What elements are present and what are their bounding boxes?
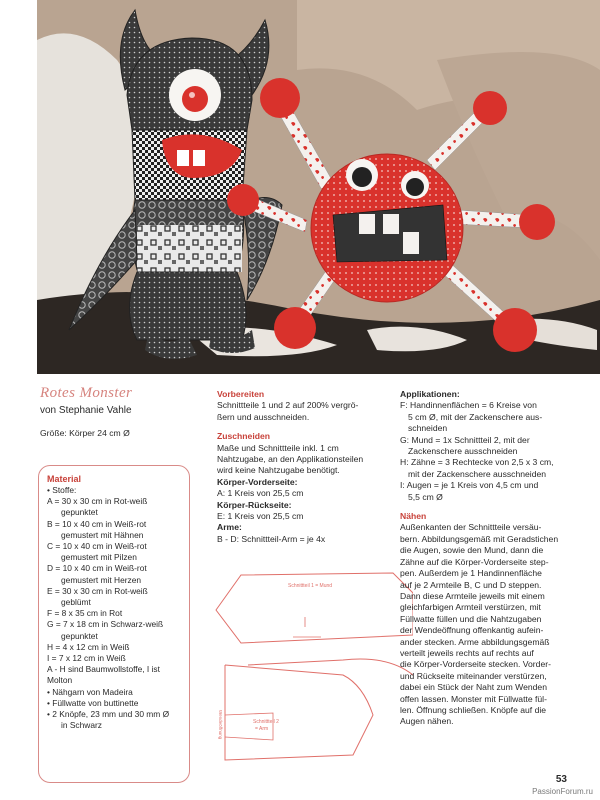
naehen-line: die Augen, sowie den Mund, dann die — [400, 545, 544, 556]
naehen-line: bern. Abbildungsgemäß mit Geradstichen — [400, 533, 559, 544]
material-line: geblümt — [61, 597, 91, 608]
naehen-line: Augen nähen. — [400, 716, 454, 727]
vorbereiten-heading: Vorbereiten — [217, 389, 265, 399]
material-line: B = 10 x 40 cm in Weiß-rot — [47, 518, 147, 529]
naehen-line: gleichfarbigen Armteil verstürzen, mit — [400, 602, 541, 613]
material-line: I = 7 x 12 cm in Weiß — [47, 653, 126, 664]
material-box — [38, 465, 190, 783]
arme-line: B - D: Schnittteil-Arm = je 4x — [217, 533, 326, 544]
applikationen-line: F: Handinnenflächen = 6 Kreise von — [400, 400, 537, 411]
naehen-line: verteilt jeweils rechts auf rechts auf — [400, 647, 534, 658]
pattern-diagram — [213, 565, 413, 765]
naehen-line: offen lassen. Monster mit Füllwatte fül- — [400, 693, 547, 704]
applikationen-line: Zackenschere ausschneiden — [408, 446, 518, 457]
zuschneiden-line: Maße und Schnittteile inkl. 1 cm — [217, 442, 339, 453]
naehen-line: pen. Außerdem je 1 Handinnenfläche — [400, 568, 542, 579]
applikationen-line: schneiden — [408, 423, 448, 434]
vorderseite-line: A: 1 Kreis von 25,5 cm — [217, 488, 304, 499]
naehen-line: der Wendeöffnung offenkantig aufein- — [400, 625, 544, 636]
vorderseite-heading: Körper-Vorderseite: — [217, 476, 298, 487]
monster-photo — [37, 0, 600, 374]
recipe-title: Rotes Monster — [40, 385, 133, 401]
naehen-line: dabei ein Stück der Naht zum Wenden — [400, 682, 547, 693]
pattern-label-mouth: Schnittteil 1 = Mund — [288, 583, 333, 589]
material-line: gepunktet — [61, 630, 98, 641]
material-line: D = 10 x 40 cm in Weiß-rot — [47, 563, 147, 574]
naehen-line: Zähne auf die Körper-Vorderseite step- — [400, 556, 549, 567]
material-line: H = 4 x 12 cm in Weiß — [47, 641, 130, 652]
author-byline: von Stephanie Vahle — [40, 405, 132, 416]
pattern-label-arm: Schnittteil 2 — [253, 719, 279, 725]
material-line: G = 7 x 18 cm in Schwarz-weiß — [47, 619, 164, 630]
material-line: gemustert mit Herzen — [61, 574, 142, 585]
material-line: in Schwarz — [61, 720, 102, 731]
zuschneiden-line: Nahtzugabe, an den Applikationsteilen — [217, 454, 364, 465]
right-column — [400, 389, 575, 728]
watermark: PassionForum.ru — [532, 787, 593, 796]
naehen-line: Außenkanten der Schnittteile versäu- — [400, 522, 542, 533]
rueckseite-line: E: 1 Kreis von 25,5 cm — [217, 511, 304, 522]
naehen-line: ander stecken. Arme abbildungsgemäß — [400, 636, 550, 647]
rueckseite-heading: Körper-Rückseite: — [217, 499, 292, 510]
applikationen-heading: Applikationen: — [400, 389, 460, 399]
pattern-label-arm-2: = Arm — [255, 726, 269, 732]
applikationen-line: H: Zähne = 3 Rechtecke von 2,5 x 3 cm, — [400, 457, 554, 468]
material-line: • Füllwatte von buttinette — [47, 697, 139, 708]
vorbereiten-line: ßern und ausschneiden. — [217, 411, 310, 422]
vorbereiten-line: Schnittteile 1 und 2 auf 200% vergrö- — [217, 400, 359, 411]
size-info: Größe: Körper 24 cm Ø — [40, 428, 130, 438]
naehen-line: Dann diese Armteile jeweils mit einem — [400, 590, 545, 601]
applikationen-line: I: Augen = je 1 Kreis von 4,5 cm und — [400, 480, 539, 491]
naehen-line: die Körper-Vorderseite stecken. Vorder- — [400, 659, 551, 670]
zuschneiden-heading: Zuschneiden — [217, 431, 271, 442]
naehen-line: len. Öffnung schließen. Knöpfe auf die — [400, 704, 547, 715]
material-line: E = 30 x 30 cm in Rot-weiß — [47, 585, 148, 596]
naehen-line: auf je 2 Armteile B, C und D steppen. — [400, 579, 542, 590]
material-line: • Nähgarn von Madeira — [47, 686, 133, 697]
page-number: 53 — [555, 774, 567, 785]
material-line: A = 30 x 30 cm in Rot-weiß — [47, 496, 148, 507]
naehen-heading: Nähen — [400, 511, 427, 522]
material-line: A - H sind Baumwollstoffe, I ist — [47, 664, 160, 675]
material-line: gepunktet — [61, 507, 98, 518]
material-line: • Stoffe: — [47, 485, 77, 495]
naehen-line: Füllwatte füllen und die Nahtzugaben — [400, 613, 542, 624]
material-line: C = 10 x 40 cm in Weiß-rot — [47, 541, 147, 552]
middle-column — [217, 389, 392, 545]
applikationen-line: mit der Zackenschere ausschneiden — [408, 468, 547, 479]
material-line: gemustert mit Pilzen — [61, 552, 137, 563]
pattern-label-opening: Wendeöffnung — [218, 710, 223, 740]
arme-heading: Arme: — [217, 522, 242, 533]
applikationen-line: 5 cm Ø, mit der Zackenschere aus- — [408, 411, 543, 422]
applikationen-line: G: Mund = 1x Schnittteil 2, mit der — [400, 434, 530, 445]
zuschneiden-line: wird keine Nahtzugabe benötigt. — [217, 465, 340, 476]
naehen-line: und Rückseite miteinander verstürzen, — [400, 670, 547, 681]
material-line: • 2 Knöpfe, 23 mm und 30 mm Ø — [47, 709, 170, 720]
material-line: Molton — [47, 675, 73, 686]
material-line: F = 8 x 35 cm in Rot — [47, 608, 123, 619]
material-list — [47, 485, 183, 731]
material-line: gemustert mit Hähnen — [61, 529, 144, 540]
applikationen-line: 5,5 cm Ø — [408, 491, 443, 502]
material-heading: Material — [47, 474, 82, 484]
